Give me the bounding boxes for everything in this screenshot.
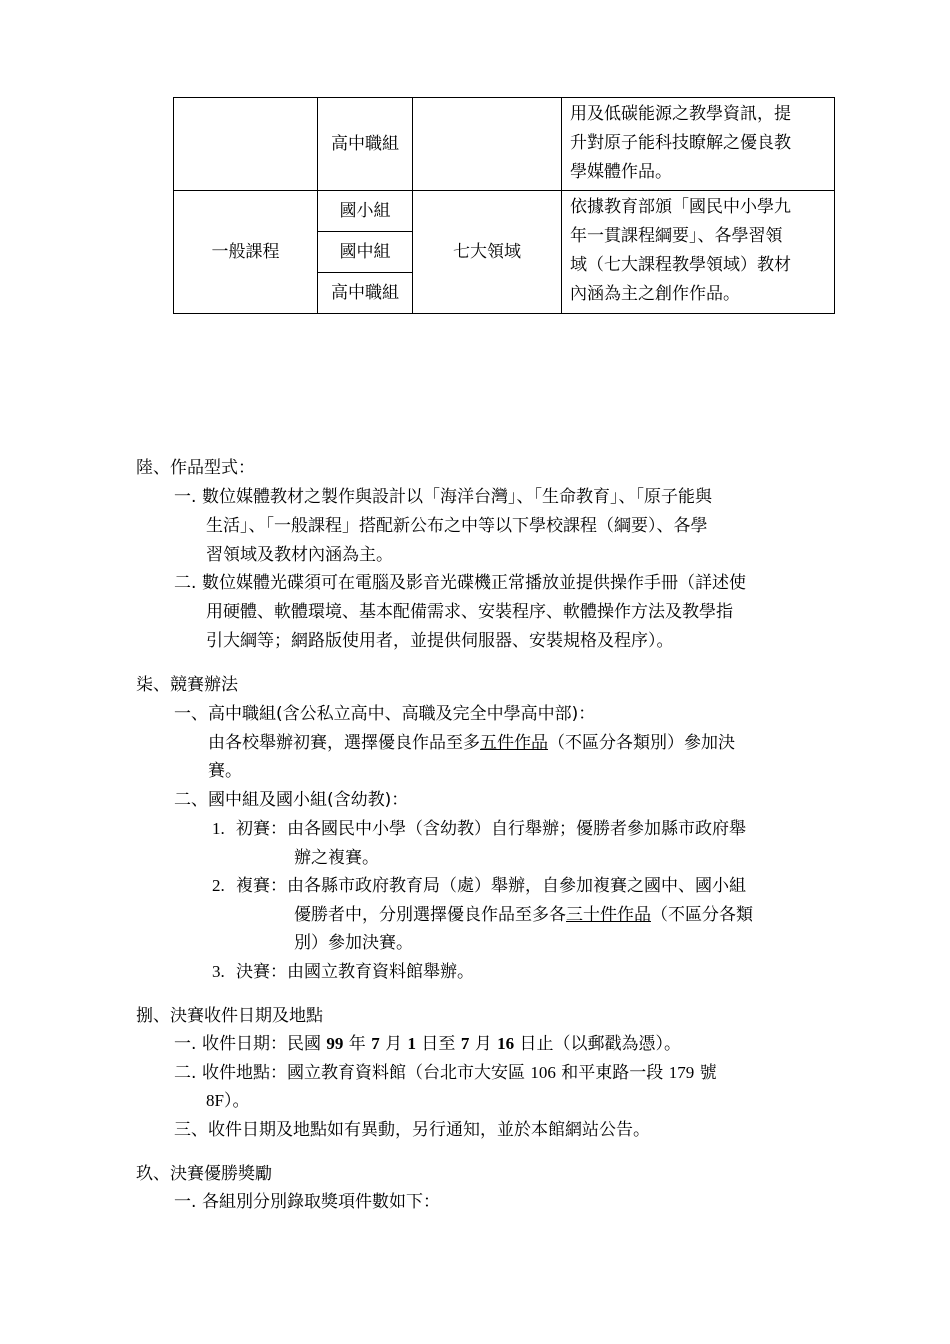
section-6-heading: 陸、作品型式： [136,458,255,478]
s7-sub2-line3: 別）參加決賽。 [294,933,413,953]
underlined-quota: 五件作品 [480,733,548,753]
table-cell-domain-empty [413,98,562,191]
s6-item2-line1: 數位媒體光碟須可在電腦及影音光碟機正常播放並提供操作手冊（詳述使 [202,573,746,593]
s7-item1-title: 一、高中職組(含公私立高中、高職及完全中學高中部)： [174,704,596,724]
table-cell-description: 用及低碳能源之教學資訊，提 升對原子能科技瞭解之優良教 學媒體作品。 [562,98,835,191]
s8-item2-marker: 二. [174,1063,197,1083]
s6-item1-line1: 數位媒體教材之製作與設計以「海洋台灣」、「生命教育」、「原子能與 [202,487,712,507]
s6-item1-line3: 習領域及教材內涵為主。 [206,545,393,565]
s8-item1-line: 收件日期：民國 99 年 7 月 1 日至 7 月 16 日止（以郵戳為憑）。 [202,1034,682,1054]
table-cell-level: 國中組 [318,232,413,273]
s7-sub3-line1: 決賽：由國立教育資料館舉辦。 [236,962,474,982]
s7-sub2-line2: 優勝者中，分別選擇優良作品至多各三十件作品（不區分各類 [294,905,753,925]
award-category-table [173,97,835,314]
s7-sub2-number: 2. [212,876,225,895]
s7-sub1-line2: 辦之複賽。 [294,848,379,868]
table-cell-category-empty [174,98,318,191]
s8-item2-line1: 收件地點：國立教育資料館（台北市大安區 106 和平東路一段 179 號 [202,1063,717,1083]
s8-item1-marker: 一. [174,1034,197,1054]
s7-item2-title: 二、國中組及國小組(含幼教)： [174,790,409,810]
s6-item2-marker: 二. [174,573,197,593]
section-9-heading: 玖、決賽優勝獎勵 [136,1164,272,1184]
table-cell-level: 高中職組 [318,273,413,314]
s6-item2-line2: 用硬體、軟體環境、基本配備需求、安裝程序、軟體操作方法及教學指 [206,602,733,622]
s7-sub2-line1: 複賽：由各縣市政府教育局（處）舉辦，自參加複賽之國中、國小組 [236,876,746,896]
s6-item2-line3: 引大綱等；網路版使用者，並提供伺服器、安裝規格及程序）。 [206,631,674,651]
section-7-heading: 柒、競賽辦法 [136,675,238,695]
table-cell-level: 國小組 [318,191,413,232]
s6-item1-marker: 一. [174,487,197,507]
table-cell-category: 一般課程 [174,191,318,314]
s7-item1-line1: 由各校舉辦初賽，選擇優良作品至多五件作品（不區分各類別）參加決 [208,733,735,753]
s7-sub1-line1: 初賽：由各國民中小學（含幼教）自行舉辦；優勝者參加縣市政府舉 [236,819,746,839]
s7-sub3-number: 3. [212,962,225,981]
underlined-quota: 三十件作品 [566,905,651,925]
s7-sub1-number: 1. [212,819,225,838]
section-8-heading: 捌、決賽收件日期及地點 [136,1006,323,1026]
s8-item2-line2: 8F）。 [206,1091,250,1111]
s8-item3: 三、收件日期及地點如有異動，另行通知，並於本館網站公告。 [174,1120,650,1140]
table-cell-level: 高中職組 [318,98,413,191]
s7-item1-line2: 賽。 [208,761,242,781]
s6-item1-line2: 生活」、「一般課程」搭配新公布之中等以下學校課程（綱要）、各學 [206,516,708,536]
table-cell-domain: 七大領域 [413,191,562,314]
s9-item1-text: 各組別分別錄取獎項件數如下： [202,1192,440,1212]
table-cell-description: 依據教育部頒「國民中小學九 年一貫課程綱要」、各學習領 域（七大課程教學領域）教材 內涵為主之創作作品。 [562,191,835,314]
s9-item1-marker: 一. [174,1192,197,1212]
